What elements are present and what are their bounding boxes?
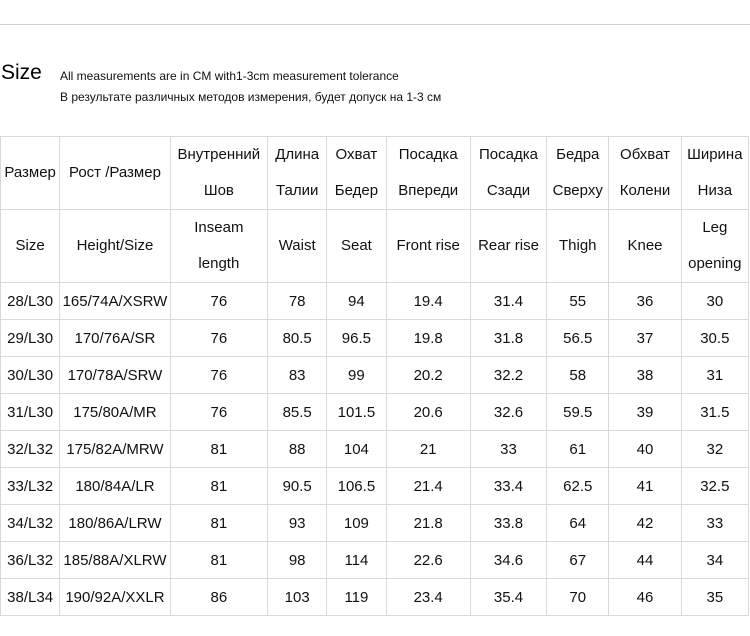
table-cell: 55 bbox=[547, 283, 609, 320]
table-cell: 30.5 bbox=[681, 320, 748, 357]
header-cell-en bbox=[60, 210, 170, 283]
table-cell: 44 bbox=[609, 542, 681, 579]
header-cell-ru bbox=[170, 137, 267, 210]
table-cell: 78 bbox=[268, 283, 327, 320]
table-cell: 33 bbox=[681, 505, 748, 542]
header-cell-ru bbox=[386, 137, 470, 210]
table-cell: 76 bbox=[170, 357, 267, 394]
table-cell: 83 bbox=[268, 357, 327, 394]
table-row bbox=[1, 431, 749, 468]
table-cell: 23.4 bbox=[386, 579, 470, 616]
table-cell: 85.5 bbox=[268, 394, 327, 431]
table-cell: 33.8 bbox=[470, 505, 546, 542]
table-cell: 114 bbox=[327, 542, 386, 579]
header-label: Сзади bbox=[486, 182, 531, 199]
table-cell: 175/80A/MR bbox=[60, 394, 170, 431]
header-label: Ширина bbox=[687, 146, 743, 163]
table-cell: 39 bbox=[609, 394, 681, 431]
table-cell: 180/86A/LRW bbox=[60, 505, 170, 542]
table-row bbox=[1, 579, 749, 616]
table-cell: 46 bbox=[609, 579, 681, 616]
table-cell: 175/82A/MRW bbox=[60, 431, 170, 468]
header-cell-ru bbox=[681, 137, 748, 210]
table-cell: 62.5 bbox=[547, 468, 609, 505]
table-cell: 31.8 bbox=[470, 320, 546, 357]
table-cell: 35.4 bbox=[470, 579, 546, 616]
tolerance-note-en: All measurements are in CM with1-3cm measurement tolerance bbox=[60, 69, 399, 83]
header-cell-en bbox=[681, 210, 748, 283]
table-cell: 98 bbox=[268, 542, 327, 579]
header-label: Обхват bbox=[620, 146, 670, 163]
table-cell: 32 bbox=[681, 431, 748, 468]
page-title: Size bbox=[1, 61, 42, 84]
table-cell: 170/76A/SR bbox=[60, 320, 170, 357]
header-label: Inseam bbox=[194, 219, 244, 236]
header-cell-en bbox=[1, 210, 60, 283]
table-cell: 38/L34 bbox=[1, 579, 60, 616]
header-cell-ru bbox=[60, 137, 170, 210]
table-cell: 190/92A/XXLR bbox=[60, 579, 170, 616]
header-label: Front rise bbox=[396, 237, 460, 254]
header-label: Рост /Размер bbox=[68, 164, 161, 181]
table-cell: 31 bbox=[681, 357, 748, 394]
table-cell: 41 bbox=[609, 468, 681, 505]
table-cell: 34.6 bbox=[470, 542, 546, 579]
table-cell: 20.2 bbox=[386, 357, 470, 394]
table-cell: 80.5 bbox=[268, 320, 327, 357]
table-cell: 21 bbox=[386, 431, 470, 468]
header-label: Талии bbox=[275, 182, 319, 199]
table-cell: 34/L32 bbox=[1, 505, 60, 542]
table-cell: 34 bbox=[681, 542, 748, 579]
table-cell: 58 bbox=[547, 357, 609, 394]
header-cell-ru bbox=[1, 137, 60, 210]
header-label: Size bbox=[15, 237, 45, 254]
table-cell: 165/74A/XSRW bbox=[60, 283, 170, 320]
table-cell: 93 bbox=[268, 505, 327, 542]
table-cell: 19.8 bbox=[386, 320, 470, 357]
header-label: Низа bbox=[697, 182, 733, 199]
table-row bbox=[1, 542, 749, 579]
table-cell: 101.5 bbox=[327, 394, 386, 431]
table-cell: 86 bbox=[170, 579, 267, 616]
header-label: opening bbox=[688, 255, 742, 272]
table-cell: 35 bbox=[681, 579, 748, 616]
size-table bbox=[0, 136, 749, 616]
header-cell-en bbox=[327, 210, 386, 283]
header-label: Бедра bbox=[556, 146, 600, 163]
header-label: Внутренний bbox=[177, 146, 261, 163]
table-cell: 180/84A/LR bbox=[60, 468, 170, 505]
table-cell: 103 bbox=[268, 579, 327, 616]
table-cell: 36/L32 bbox=[1, 542, 60, 579]
header-label: Посадка bbox=[398, 146, 458, 163]
table-cell: 20.6 bbox=[386, 394, 470, 431]
header-label: Waist bbox=[278, 237, 316, 254]
header-cell-ru bbox=[609, 137, 681, 210]
header-label: Длина bbox=[275, 146, 320, 163]
table-cell: 40 bbox=[609, 431, 681, 468]
table-cell: 170/78A/SRW bbox=[60, 357, 170, 394]
table-cell: 88 bbox=[268, 431, 327, 468]
table-cell: 96.5 bbox=[327, 320, 386, 357]
table-cell: 38 bbox=[609, 357, 681, 394]
table-cell: 21.4 bbox=[386, 468, 470, 505]
table-row bbox=[1, 283, 749, 320]
table-cell: 61 bbox=[547, 431, 609, 468]
table-cell: 56.5 bbox=[547, 320, 609, 357]
table-cell: 33 bbox=[470, 431, 546, 468]
header-cell-en bbox=[386, 210, 470, 283]
table-cell: 76 bbox=[170, 320, 267, 357]
table-cell: 90.5 bbox=[268, 468, 327, 505]
table-cell: 32.5 bbox=[681, 468, 748, 505]
header-label: Колени bbox=[619, 182, 671, 199]
table-cell: 106.5 bbox=[327, 468, 386, 505]
table-cell: 104 bbox=[327, 431, 386, 468]
table-cell: 21.8 bbox=[386, 505, 470, 542]
header-label: Впереди bbox=[398, 182, 459, 199]
table-cell: 28/L30 bbox=[1, 283, 60, 320]
header-label: Rear rise bbox=[478, 237, 539, 254]
table-cell: 32.2 bbox=[470, 357, 546, 394]
header-label: Height/Size bbox=[76, 237, 154, 254]
top-divider bbox=[0, 24, 750, 25]
header-row-en bbox=[1, 210, 749, 283]
header-label: Посадка bbox=[479, 146, 538, 163]
header-cell-ru bbox=[547, 137, 609, 210]
header-label: length bbox=[198, 255, 240, 272]
header-label: Охват bbox=[335, 146, 378, 163]
table-cell: 31.5 bbox=[681, 394, 748, 431]
table-row bbox=[1, 394, 749, 431]
table-cell: 29/L30 bbox=[1, 320, 60, 357]
table-cell: 30/L30 bbox=[1, 357, 60, 394]
table-cell: 76 bbox=[170, 394, 267, 431]
table-cell: 94 bbox=[327, 283, 386, 320]
header-cell-en bbox=[609, 210, 681, 283]
header-cell-en bbox=[547, 210, 609, 283]
header-cell-ru bbox=[470, 137, 546, 210]
header-label: Knee bbox=[627, 237, 663, 254]
table-cell: 32/L32 bbox=[1, 431, 60, 468]
header-label: Бедер bbox=[334, 182, 379, 199]
table-cell: 81 bbox=[170, 542, 267, 579]
table-cell: 119 bbox=[327, 579, 386, 616]
table-cell: 33.4 bbox=[470, 468, 546, 505]
header-row-ru bbox=[1, 137, 749, 210]
table-cell: 70 bbox=[547, 579, 609, 616]
table-cell: 36 bbox=[609, 283, 681, 320]
table-cell: 30 bbox=[681, 283, 748, 320]
table-row bbox=[1, 320, 749, 357]
table-row bbox=[1, 505, 749, 542]
header-label: Leg bbox=[702, 219, 728, 236]
table-cell: 33/L32 bbox=[1, 468, 60, 505]
header-label: Шов bbox=[203, 182, 234, 199]
table-cell: 31.4 bbox=[470, 283, 546, 320]
table-cell: 32.6 bbox=[470, 394, 546, 431]
header-label: Seat bbox=[340, 237, 372, 254]
table-row bbox=[1, 468, 749, 505]
table-cell: 185/88A/XLRW bbox=[60, 542, 170, 579]
table-cell: 67 bbox=[547, 542, 609, 579]
table-row bbox=[1, 357, 749, 394]
table-cell: 81 bbox=[170, 468, 267, 505]
table-cell: 64 bbox=[547, 505, 609, 542]
header-label: Thigh bbox=[558, 237, 597, 254]
table-cell: 31/L30 bbox=[1, 394, 60, 431]
header-cell-ru bbox=[327, 137, 386, 210]
tolerance-note-ru: В результате различных методов измерения, будет допуск на 1-3 см bbox=[60, 90, 442, 104]
table-cell: 109 bbox=[327, 505, 386, 542]
table-cell: 81 bbox=[170, 431, 267, 468]
header-cell-en bbox=[470, 210, 546, 283]
table-cell: 76 bbox=[170, 283, 267, 320]
header-label: Размер bbox=[4, 164, 56, 181]
header-cell-en bbox=[170, 210, 267, 283]
table-cell: 37 bbox=[609, 320, 681, 357]
table-cell: 99 bbox=[327, 357, 386, 394]
header-cell-en bbox=[268, 210, 327, 283]
table-cell: 59.5 bbox=[547, 394, 609, 431]
table-cell: 19.4 bbox=[386, 283, 470, 320]
header-label: Сверху bbox=[552, 182, 603, 199]
header-cell-ru bbox=[268, 137, 327, 210]
table-cell: 81 bbox=[170, 505, 267, 542]
table-cell: 22.6 bbox=[386, 542, 470, 579]
table-cell: 42 bbox=[609, 505, 681, 542]
